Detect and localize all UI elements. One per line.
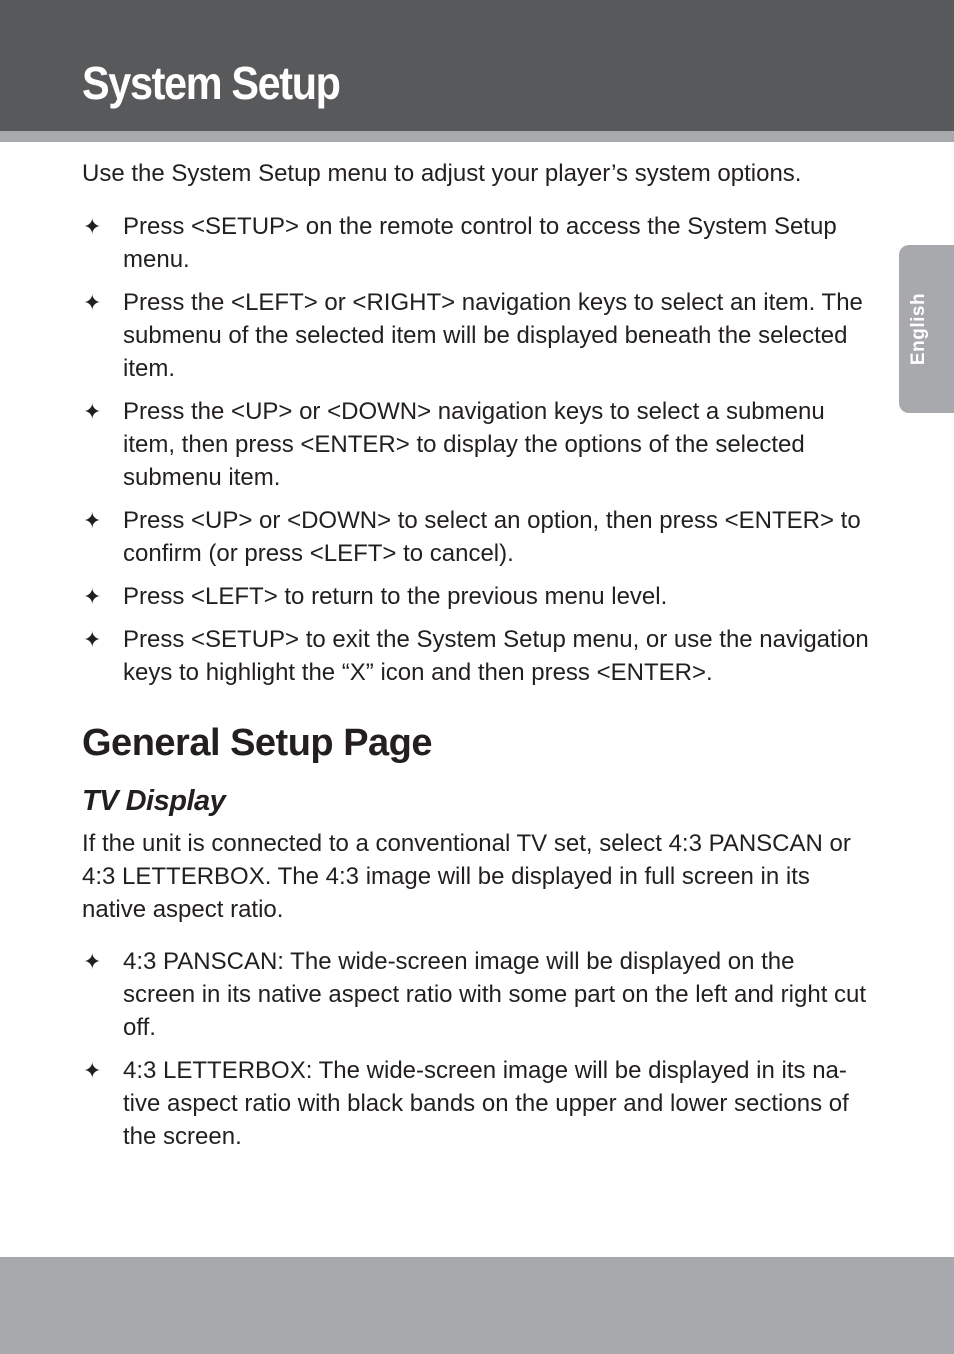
header-divider (0, 131, 954, 142)
four-point-star-icon: ✦ (83, 290, 102, 315)
list-item (82, 210, 872, 276)
four-point-star-icon: ✦ (83, 584, 102, 609)
subheading-tv-display: TV Display (82, 785, 226, 817)
four-point-star-icon: ✦ (83, 1058, 102, 1083)
intro-paragraph: Use the System Setup menu to adjust your player’s system options. (82, 160, 802, 187)
list-item-text: 4:3 LETTERBOX: The wide-screen image will be displayed in its native aspect ratio with black bands on the upper and lower sections of the screen. (123, 1057, 849, 1150)
list-item-text: Press <SETUP> on the remote control to access the System Setup menu. (123, 213, 837, 273)
page-content (82, 157, 872, 1163)
tv-display-paragraph: If the unit is connected to a conventional TV set, select 4:3 PANSCAN or 4:3 LETTERBOX. The 4:3 image will be displayed in full screen in its native aspect ratio. (82, 830, 851, 923)
instruction-list (82, 210, 872, 689)
list-item-text: Press the <LEFT> or <RIGHT> navigation keys to select an item. The submenu of the selected item will be displayed beneath the selected item. (123, 289, 863, 382)
four-point-star-icon: ✦ (83, 214, 102, 239)
list-item (82, 945, 872, 1044)
page-title: System Setup (82, 57, 340, 109)
list-item (82, 395, 872, 494)
language-tab-label: English (908, 292, 929, 366)
list-item (82, 580, 872, 613)
list-item-text: 4:3 PANSCAN: The wide-screen image will be displayed on the screen in its native aspect ratio with some part on the left and right cut off. (123, 948, 867, 1041)
four-point-star-icon: ✦ (83, 627, 102, 652)
list-item (82, 1054, 872, 1153)
language-tab (899, 245, 954, 413)
footer-band (0, 1257, 954, 1354)
list-item-text: Press <LEFT> to return to the previous menu level. (123, 583, 668, 610)
list-item-text: Press the <UP> or <DOWN> navigation keys to select a submenu item, then press <ENTER> to display the options of the selected submenu item. (123, 398, 825, 491)
list-item (82, 623, 872, 689)
list-item-text: Press <UP> or <DOWN> to select an option, then press <ENTER> to confirm (or press <LEFT> to cancel). (123, 507, 861, 567)
list-item (82, 504, 872, 570)
section-heading-general-setup: General Setup Page (82, 722, 433, 764)
tv-display-option-list (82, 945, 872, 1153)
four-point-star-icon: ✦ (83, 508, 102, 533)
list-item (82, 286, 872, 385)
four-point-star-icon: ✦ (83, 949, 102, 974)
four-point-star-icon: ✦ (83, 399, 102, 424)
list-item-text: Press <SETUP> to exit the System Setup menu, or use the navigation keys to highlight the “X” icon and then press <ENTER>. (123, 626, 869, 686)
